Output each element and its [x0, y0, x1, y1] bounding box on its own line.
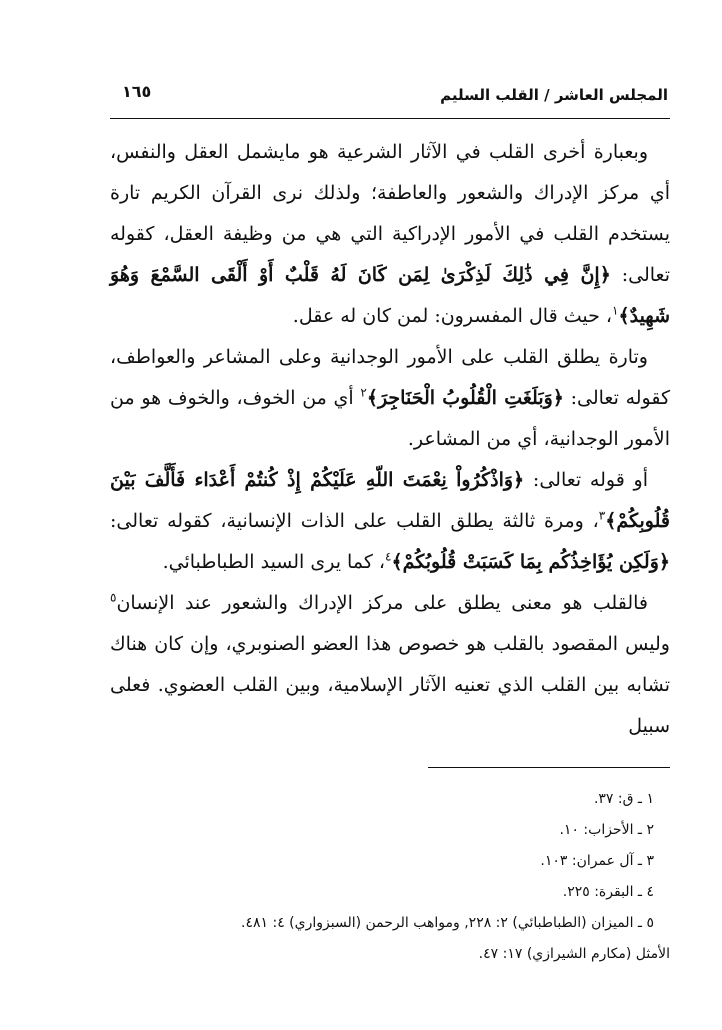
header-rule [110, 118, 670, 119]
running-title: المجلس العاشر / القلب السليم [440, 86, 668, 104]
footnote-ref: ٣ [598, 508, 606, 523]
text-span: فالقلب هو معنى يطلق على مركز الإدراك والشعور عند الإنسان [116, 592, 648, 614]
quran-verse: ﴿وَبَلَغَتِ الْقُلُوبُ الْحَنَاجِرَ﴾ [366, 387, 564, 409]
page-header [110, 76, 668, 110]
paragraph-2 [110, 337, 670, 460]
paragraph-3 [110, 460, 670, 583]
footnote-rule [428, 767, 670, 768]
footnotes [110, 784, 670, 970]
footnote-ref: ٥ [110, 590, 117, 605]
quran-verse: ﴿وَلَكِن يُؤَاخِذُكُم بِمَا كَسَبَتْ قُلُوبُكُمْ﴾ [391, 551, 670, 573]
footnote-ref: ٢ [360, 385, 367, 400]
footnote: ١ ـ ق: ٣٧. [593, 791, 654, 807]
text-span: ، حيث قال المفسرون: لمن كان له عقل. [292, 305, 613, 327]
paragraph-4 [110, 583, 670, 747]
footnote-ref: ١ [612, 303, 619, 318]
footnote: ٤ ـ البقرة: ٢٢٥. [562, 884, 654, 900]
text-span: وبعبارة أخرى القلب في الآثار الشرعية هو مايشمل العقل والنفس، أي مركز الإدراك والشعور والعاطفة؛ ولذلك نرى القرآن الكريم تارة يستخدم القلب في الأمور الإدراكية التي هي من وظيفة العقل، كقوله تعالى: [110, 141, 670, 286]
footnote-ref: ٤ [385, 549, 392, 564]
footnote: ٣ ـ آل عمران: ١٠٣. [540, 853, 654, 869]
body-text [110, 132, 670, 747]
quran-verse: ﴿إِنَّ فِي ذَٰلِكَ لَذِكْرَىٰ لِمَن كَانَ لَهُ قَلْبٌ أَوْ أَلْقَى السَّمْعَ وَهُوَ شَهِيدٌ﴾ [110, 264, 670, 327]
footnote: ٥ ـ الميزان (الطباطبائي) ٢: ٢٢٨, ومواهب الرحمن (السبزواري) ٤: ٤٨١. [241, 915, 654, 931]
footnote: ٢ ـ الأحزاب: ١٠. [559, 822, 654, 838]
text-span: أي من الخوف، والخوف هو من الأمور الوجدانية، أي من المشاعر. [110, 387, 670, 450]
page-number: ١٦٥ [122, 82, 152, 101]
text-span: وتارة يطلق القلب على الأمور الوجدانية وعلى المشاعر والعواطف، كقوله تعالى: [110, 346, 671, 409]
text-span: أو قوله تعالى: [524, 469, 648, 491]
text-span: وليس المقصود بالقلب هو خصوص هذا العضو الصنوبري، وإن كان هناك تشابه بين القلب الذي تعنيه الآثار الإسلامية، وبين القلب العضوي. فعلى سبيل [110, 633, 670, 737]
paragraph-1 [110, 132, 670, 337]
quran-verse: ﴿وَاذْكُرُواْ نِعْمَتَ اللّهِ عَلَيْكُمْ إِذْ كُنتُمْ أَعْدَاء فَأَلَّفَ بَيْنَ قُلُوبِكُمْ﴾ [110, 469, 670, 532]
text-span: ، كما يرى السيد الطباطبائي. [162, 551, 386, 573]
footnote-continuation: الأمثل (مكارم الشيرازي) ١٧: ٤٧. [478, 946, 670, 962]
text-span: ، ومرة ثالثة يطلق القلب على الذات الإنسانية، كقوله تعالى: [110, 510, 599, 532]
